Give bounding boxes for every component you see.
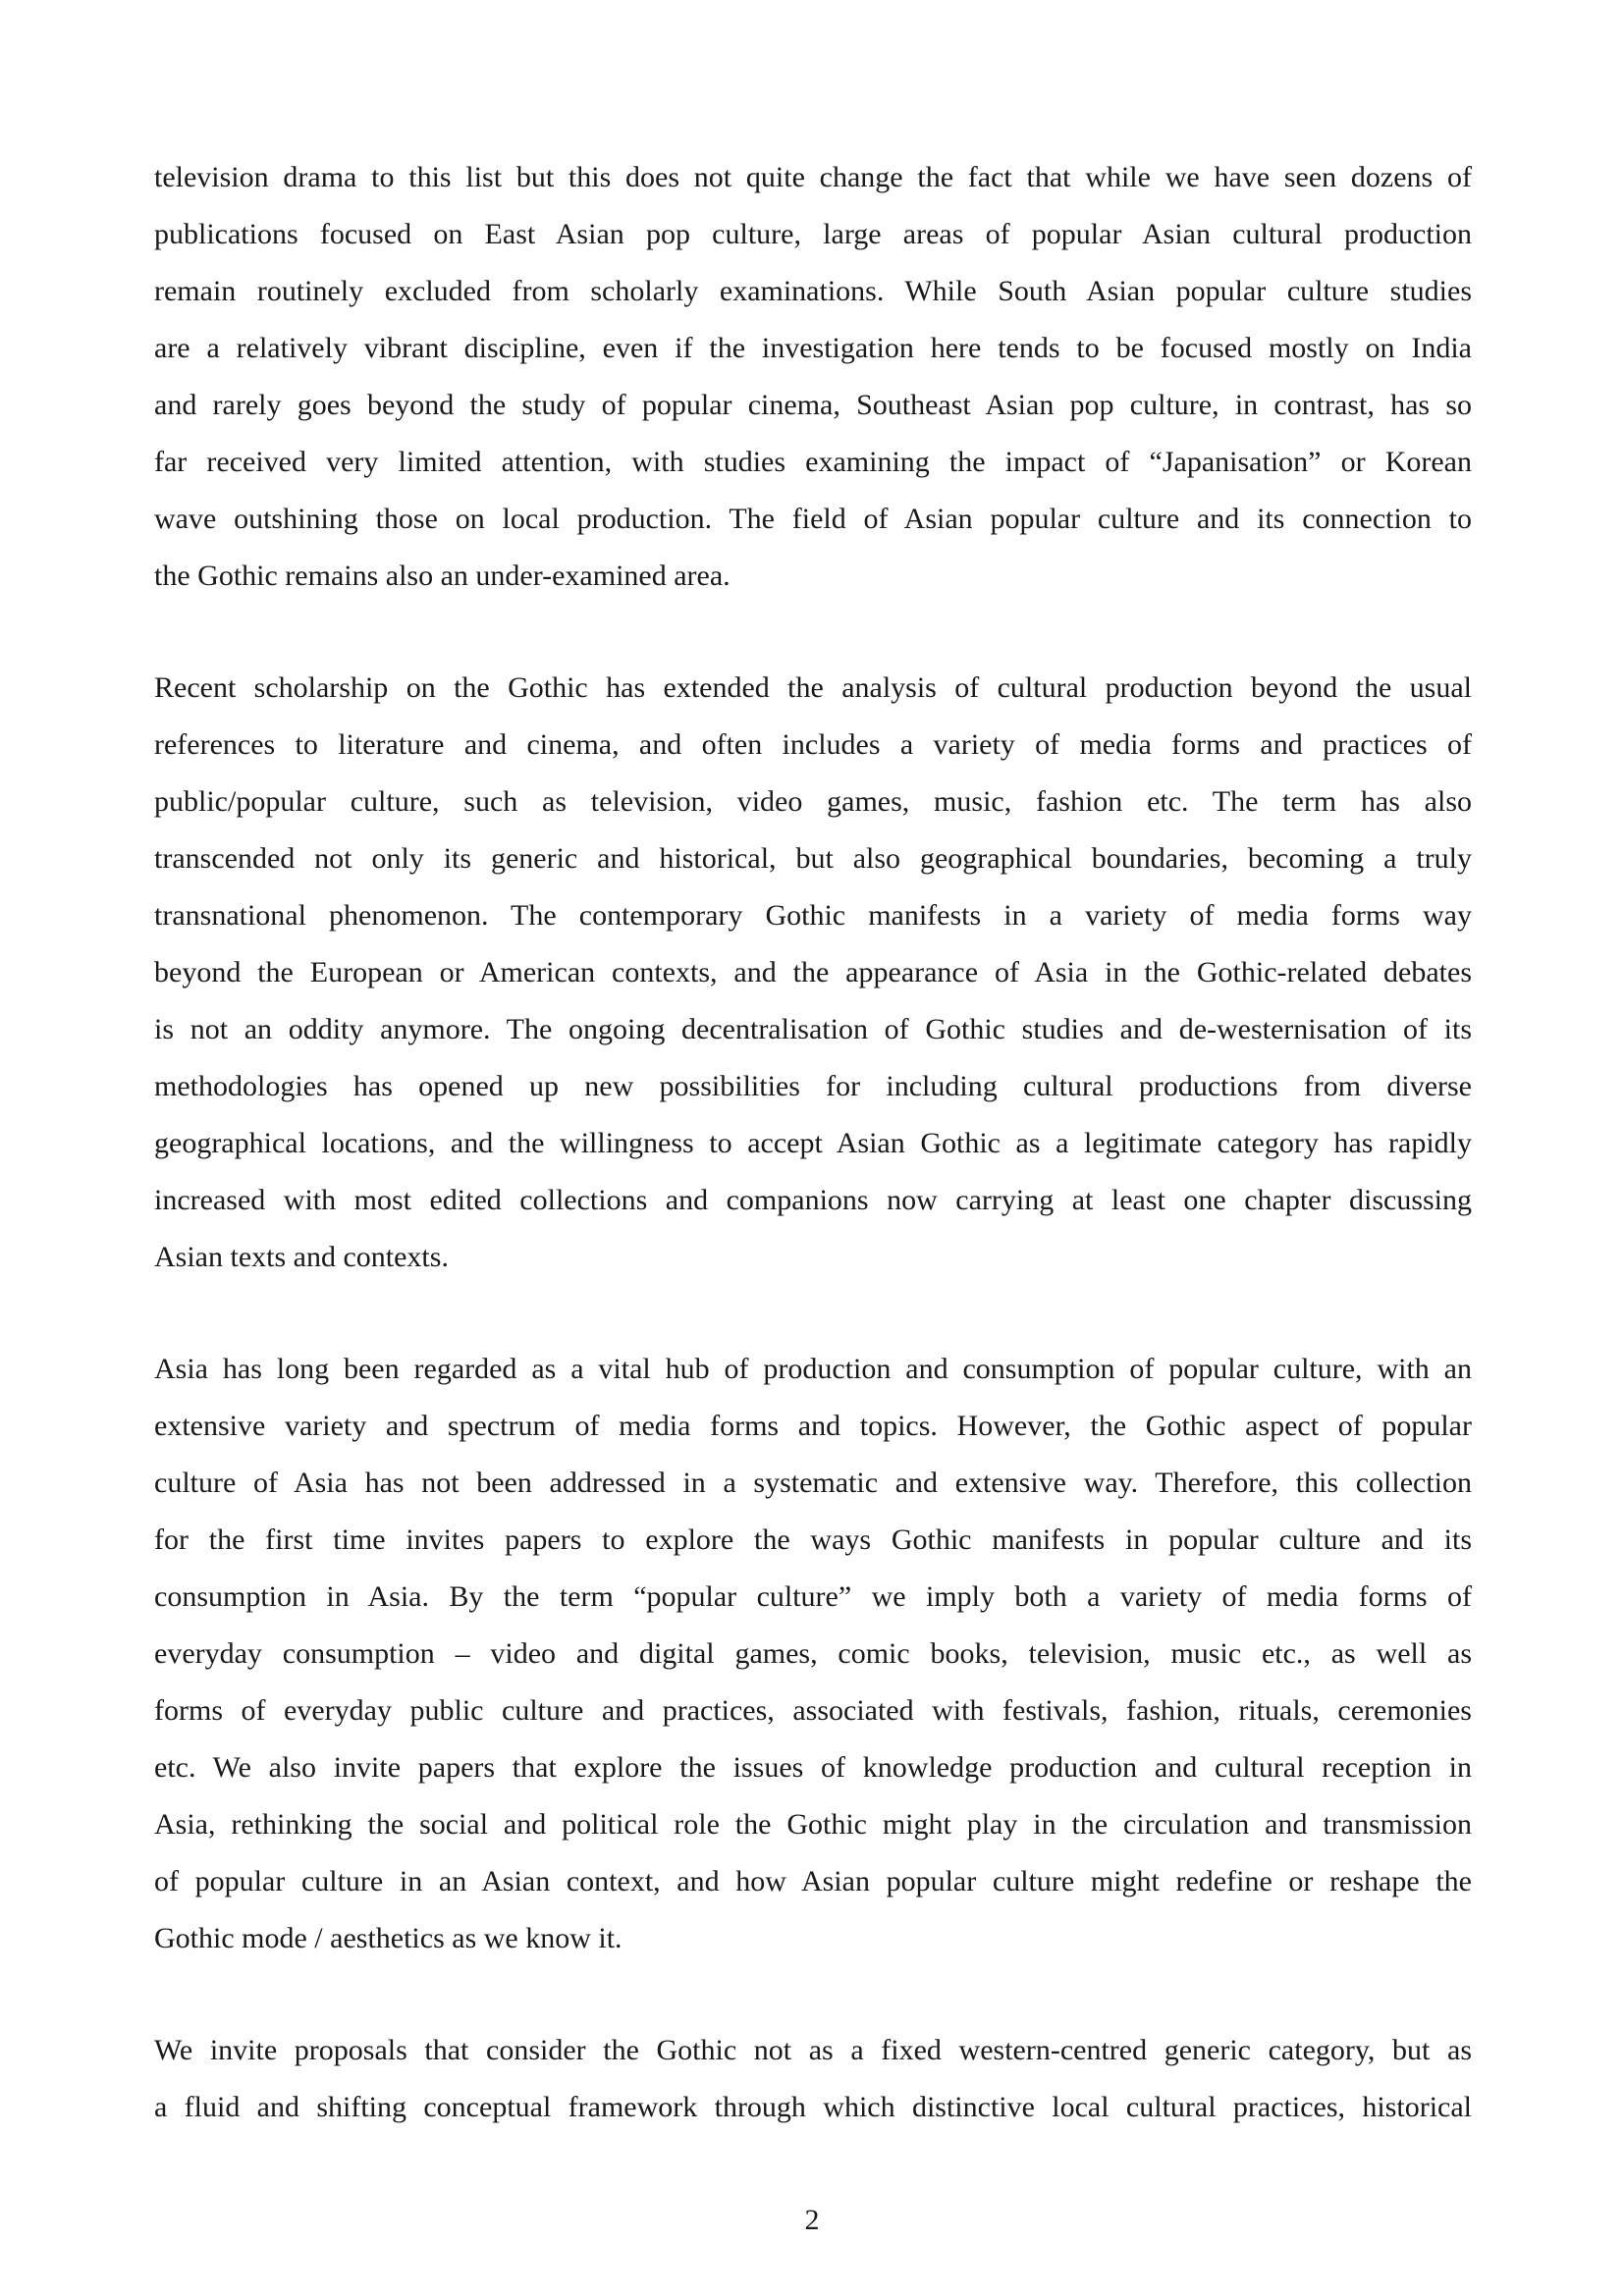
text-line: extensive variety and spectrum of media forms and topics. However, the Gothic aspect of popular	[154, 1410, 1472, 1442]
text-line: is not an oddity anymore. The ongoing decentralisation of Gothic studies and de-westernisation of its	[154, 1013, 1472, 1045]
text-line: culture of Asia has not been addressed in a systematic and extensive way. Therefore, this collection	[154, 1467, 1472, 1499]
text-line: of popular culture in an Asian context, and how Asian popular culture might redefine or reshape the	[154, 1865, 1472, 1897]
text-line: Asia has long been regarded as a vital hub of production and consumption of popular culture, with an	[154, 1353, 1472, 1385]
text-line: We invite proposals that consider the Gothic not as a fixed western-centred generic category, but as	[154, 2034, 1472, 2066]
paragraph	[154, 2022, 1472, 2136]
text-line: Gothic mode / aesthetics as we know it.	[154, 1922, 623, 1954]
text-line: remain routinely excluded from scholarly examinations. While South Asian popular culture studies	[154, 275, 1472, 307]
text-line: public/popular culture, such as television, video games, music, fashion etc. The term has also	[154, 785, 1472, 818]
text-line: Asia, rethinking the social and political role the Gothic might play in the circulation and transmission	[154, 1808, 1472, 1841]
paragraph	[154, 1341, 1472, 1967]
text-line: Recent scholarship on the Gothic has extended the analysis of cultural production beyond the usual	[154, 671, 1472, 704]
text-line: beyond the European or American contexts, and the appearance of Asia in the Gothic-related debates	[154, 956, 1472, 988]
text-line: are a relatively vibrant discipline, even if the investigation here tends to be focused mostly on India	[154, 332, 1472, 364]
text-line: consumption in Asia. By the term “popular culture” we imply both a variety of media forms of	[154, 1580, 1472, 1613]
text-line: etc. We also invite papers that explore the issues of knowledge production and cultural reception in	[154, 1751, 1472, 1784]
text-line: Asian texts and contexts.	[154, 1241, 449, 1273]
text-line: geographical locations, and the willingness to accept Asian Gothic as a legitimate category has rapidly	[154, 1127, 1472, 1159]
text-line: everyday consumption – video and digital games, comic books, television, music etc., as well as	[154, 1637, 1472, 1670]
text-line: methodologies has opened up new possibilities for including cultural productions from diverse	[154, 1070, 1472, 1102]
text-line: publications focused on East Asian pop culture, large areas of popular Asian cultural production	[154, 218, 1472, 250]
text-line: the Gothic remains also an under-examined area.	[154, 560, 731, 592]
text-line: transnational phenomenon. The contemporary Gothic manifests in a variety of media forms way	[154, 899, 1472, 932]
page-number: 2	[804, 2204, 820, 2236]
body-text	[154, 149, 1472, 2191]
text-line: transcended not only its generic and historical, but also geographical boundaries, becoming a truly	[154, 842, 1472, 875]
paragraph	[154, 149, 1472, 605]
paragraph	[154, 660, 1472, 1286]
text-line: forms of everyday public culture and practices, associated with festivals, fashion, rituals, ceremonies	[154, 1694, 1472, 1727]
text-line: far received very limited attention, with studies examining the impact of “Japanisation” or Korean	[154, 446, 1472, 478]
text-line: a fluid and shifting conceptual framework through which distinctive local cultural practices, historical	[154, 2091, 1472, 2123]
text-line: for the first time invites papers to explore the ways Gothic manifests in popular culture and its	[154, 1523, 1472, 1556]
text-line: references to literature and cinema, and often includes a variety of media forms and practices of	[154, 728, 1472, 761]
text-line: increased with most edited collections and companions now carrying at least one chapter discussing	[154, 1184, 1472, 1216]
text-line: and rarely goes beyond the study of popular cinema, Southeast Asian pop culture, in contrast, has so	[154, 389, 1472, 421]
text-line: television drama to this list but this does not quite change the fact that while we have seen dozens of	[154, 161, 1472, 193]
text-line: wave outshining those on local production. The field of Asian popular culture and its connection to	[154, 503, 1472, 535]
